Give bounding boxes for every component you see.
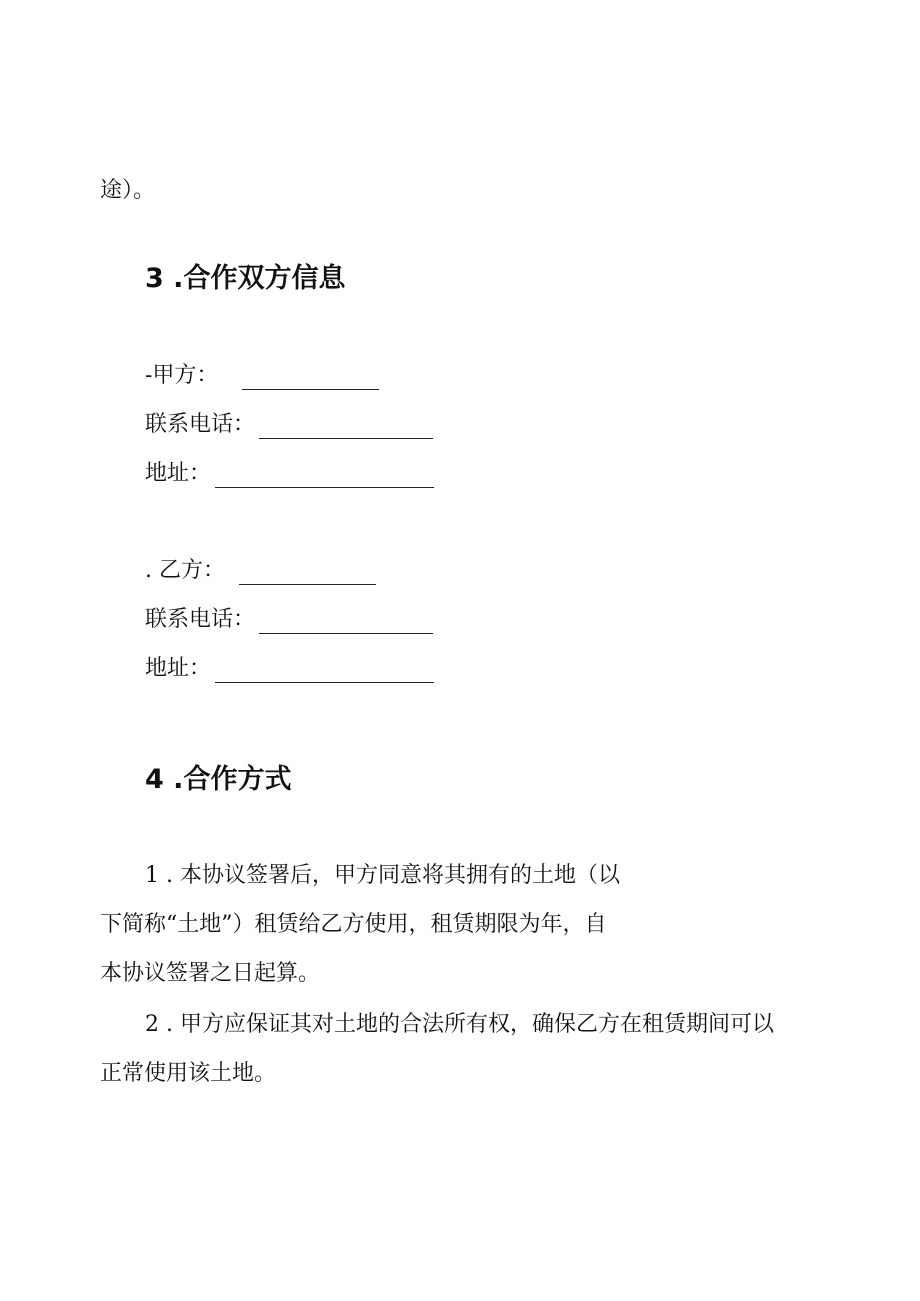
continuation-text: 途）。 (100, 178, 156, 203)
party-b-name-blank[interactable] (239, 562, 376, 585)
party-a-phone-row (145, 411, 433, 439)
clause-1-line-2: 下简称“土地”）租赁给乙方使用，租赁期限为年，自 (100, 912, 607, 937)
party-b-phone-blank[interactable] (259, 611, 433, 634)
party-b-address-row (145, 655, 434, 683)
clause-2-line-1: 2 . 甲方应保证其对土地的合法所有权，确保乙方在租赁期间可以 (145, 1012, 774, 1037)
party-a-address-row (145, 460, 434, 488)
party-b-phone-row (145, 606, 433, 634)
party-a-address-blank[interactable] (215, 465, 434, 488)
party-b-name-row (145, 557, 376, 585)
clause-1-line-1: 1 . 本协议签署后，甲方同意将其拥有的土地（以 (145, 863, 620, 888)
party-a-name-row (145, 362, 379, 390)
party-a-phone-blank[interactable] (259, 416, 433, 439)
party-b-address-blank[interactable] (215, 660, 434, 683)
party-b-label: . 乙方： (145, 558, 225, 583)
party-b-address-label: 地址： (145, 656, 212, 681)
party-a-name-blank[interactable] (242, 367, 379, 390)
clause-1-line-3: 本协议签署之日起算。 (100, 961, 321, 986)
party-a-label: -甲方： (145, 363, 219, 388)
party-a-phone-label: 联系电话： (145, 412, 256, 437)
clause-2-line-2: 正常使用该土地。 (100, 1061, 277, 1086)
section-3-heading: 3 .合作双方信息 (145, 263, 346, 294)
party-b-phone-label: 联系电话： (145, 607, 256, 632)
party-a-address-label: 地址： (145, 461, 212, 486)
section-4-heading: 4 .合作方式 (145, 764, 292, 795)
